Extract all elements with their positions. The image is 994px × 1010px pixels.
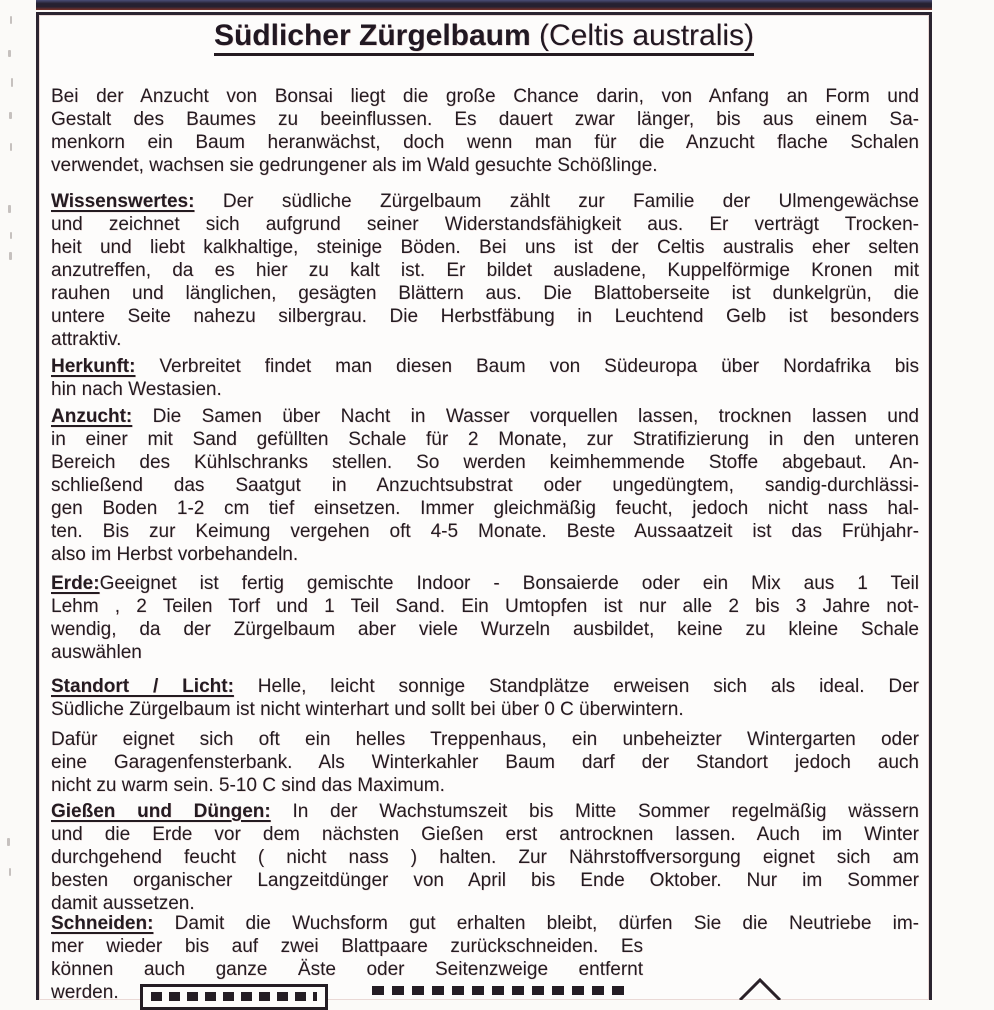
section-lead-line: Schneiden: Damit die Wuchsform gut erhalten bleibt, dürfen Sie die Neutriebe im-	[51, 913, 919, 934]
text-line: durchgehend feucht ( nicht nass ) halten. Zur Nährstoffversorgung eignet sich am	[51, 847, 919, 868]
scan-artifact	[11, 78, 13, 87]
paragraph-lines	[51, 595, 919, 664]
text-line: hin nach Westasien.	[51, 379, 222, 400]
text-line: also im Herbst vorbehandeln.	[51, 544, 299, 565]
photocopy-edge-bar	[36, 0, 932, 10]
scan-artifact	[7, 838, 10, 846]
scan-artifact	[10, 232, 12, 239]
paragraph-lines	[51, 213, 919, 351]
section-label: Herkunft:	[51, 356, 136, 377]
title-species-latin: (Celtis australis)	[530, 19, 755, 52]
text-line: wendig, da der Zürgelbaum aber viele Wurzeln ausbildet, keine zu kleine Schale	[51, 619, 919, 640]
section-anzucht	[51, 405, 919, 566]
scan-artifact	[10, 16, 12, 24]
text-line: attraktiv.	[51, 329, 122, 350]
section-lead-line: Anzucht: Die Samen über Nacht in Wasser vorquellen lassen, trocknen lassen und	[51, 406, 919, 427]
scan-artifact	[9, 868, 11, 876]
section-giessen-duengen	[51, 800, 919, 915]
text-line: schließend das Saatgut in Anzuchtsubstrat oder ungedüngtem, sandig-durchlässi-	[51, 475, 919, 496]
section-standort-licht	[51, 675, 919, 721]
section-herkunft	[51, 355, 919, 401]
section-standort-licht-2	[51, 728, 919, 797]
section-lead-line: Erde:Geeignet ist fertig gemischte Indoor - Bonsaierde oder ein Mix aus 1 Teil	[51, 573, 919, 594]
section-label: Erde:	[51, 573, 100, 594]
text-line: Bei der Anzucht von Bonsai liegt die große Chance darin, von Anfang an Form und	[51, 86, 919, 107]
scan-artifact	[9, 252, 12, 260]
section-lead-line: Herkunft: Verbreitet findet man diesen Baum von Südeuropa über Nordafrika bis	[51, 356, 919, 377]
text-line: Bereich des Kühlschranks stellen. So werden keimhemmende Stoffe abgebaut. An-	[51, 452, 919, 473]
text-line: und zeichnet sich aufgrund seiner Widerstandsfähigkeit aus. Er verträgt Trocken-	[51, 214, 919, 235]
text-line: eine Garagenfensterbank. Als Winterkahler Baum darf der Standort jedoch auch	[51, 752, 919, 773]
text-line: menkorn ein Baum heranwächst, doch wenn man für die Anzucht flache Schalen	[51, 132, 919, 153]
paragraph-lines	[51, 428, 919, 566]
text-line: rauhen und länglichen, gesägten Blättern aus. Die Blattoberseite ist dunkelgrün, die	[51, 283, 919, 304]
text-line: werden.	[51, 982, 119, 1003]
text-line: können auch ganze Äste oder Seitenzweige entfernt	[51, 959, 643, 980]
text-line: besten organischer Langzeitdünger von April bis Ende Oktober. Nur im Sommer	[51, 870, 919, 891]
cutoff-triangle-graphic	[722, 977, 802, 1000]
title-species-german: Südlicher Zürgelbaum	[213, 19, 531, 52]
text-line: mer wieder bis auf zwei Blattpaare zurückschneiden. Es	[51, 936, 643, 957]
document-sheet	[36, 12, 932, 1003]
scan-artifact	[8, 205, 11, 213]
text-line: Lehm , 2 Teilen Torf und 1 Teil Sand. Ein Umtopfen ist nur alle 2 bis 3 Jahre not-	[51, 596, 919, 617]
section-wissenswertes	[51, 190, 919, 351]
paragraph-lines	[51, 728, 919, 797]
section-label: Standort / Licht:	[51, 676, 234, 697]
paragraph-lines	[51, 378, 919, 401]
text-line: damit aussetzen.	[51, 893, 195, 914]
section-lead-line: Wissenswertes: Der südliche Zürgelbaum zählt zur Familie der Ulmengewächse	[51, 191, 919, 212]
text-line: und die Erde vor dem nächsten Gießen erst antrocknen lassen. Auch im Winter	[51, 824, 919, 845]
text-line: verwendet, wachsen sie gedrungener als im Wald gesuchte Schößlinge.	[51, 155, 658, 176]
section-label: Anzucht:	[51, 406, 133, 427]
text-line: heit und liebt kalkhaltige, steinige Böden. Bei uns ist der Celtis australis eher selten	[51, 237, 919, 258]
scan-artifact	[8, 50, 11, 57]
paragraph-intro	[51, 85, 919, 177]
page-title	[39, 18, 929, 54]
text-line: nicht zu warm sein. 5-10 C sind das Maximum.	[51, 775, 445, 796]
paragraph-lines	[51, 823, 919, 915]
text-line: gen Boden 1-2 cm tief einsetzen. Immer gleichmäßig feucht, jedoch nicht nass hal-	[51, 498, 919, 519]
section-label: Gießen und Düngen:	[51, 801, 271, 822]
section-label: Wissenswertes:	[51, 191, 195, 212]
section-lead-line: Standort / Licht: Helle, leicht sonnige Standplätze erweisen sich als ideal. Der	[51, 676, 920, 697]
section-erde	[51, 572, 919, 664]
text-line: ten. Bis zur Keimung vergehen oft 4-5 Monate. Beste Aussaatzeit ist das Frühjahr-	[51, 521, 919, 542]
text-line: Gestalt des Baumes zu beeinflussen. Es dauert zwar länger, bis aus einem Sa-	[51, 109, 919, 130]
paragraph-lines	[51, 698, 919, 721]
text-line: untere Seite nahezu silbergrau. Die Herbstfäbung in Leuchtend Gelb ist besonders	[51, 306, 919, 327]
text-line: auswählen	[51, 642, 142, 663]
text-line: in einer mit Sand gefüllten Schale für 2 Monate, zur Stratifizierung in den unteren	[51, 429, 919, 450]
text-line: Dafür eignet sich oft ein helles Treppenhaus, ein unbeheizter Wintergarten oder	[51, 729, 919, 750]
paragraph-lines	[51, 85, 919, 177]
cutoff-boxed-label	[140, 984, 328, 1010]
section-label: Schneiden:	[51, 913, 154, 934]
text-line: anzutreffen, da es hier zu kalt ist. Er bildet ausladene, Kuppelförmige Kronen mit	[51, 260, 919, 281]
scan-artifact	[9, 112, 12, 119]
section-lead-line: Gießen und Düngen: In der Wachstumszeit bis Mitte Sommer regelmäßig wässern	[51, 801, 919, 822]
cutoff-text-fragments	[372, 986, 628, 995]
scan-artifact	[10, 143, 12, 151]
text-line: Südliche Zürgelbaum ist nicht winterhart und sollt bei über 0 C überwintern.	[51, 699, 684, 720]
